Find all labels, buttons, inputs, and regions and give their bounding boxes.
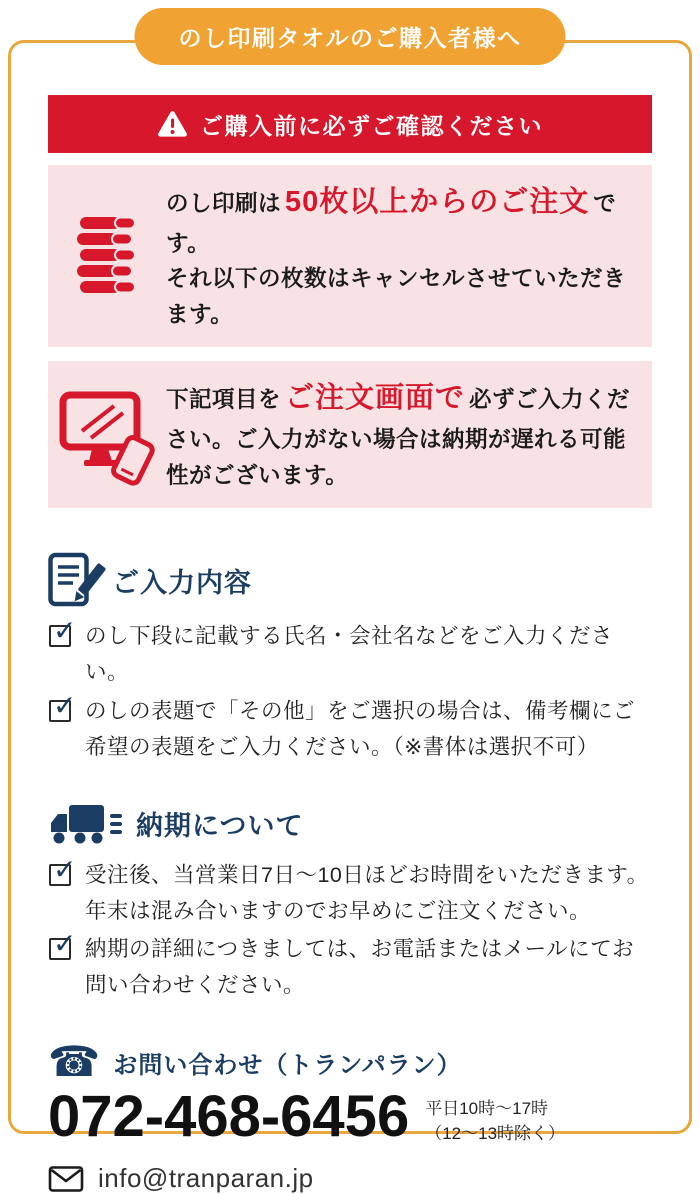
- section-header-input: [48, 552, 652, 608]
- header-badge-label: のし印刷タオルのご購入者様へ: [178, 25, 522, 51]
- notice-min-order-text: [166, 165, 652, 347]
- warning-banner-label: ご購入前に必ずご確認ください: [200, 112, 543, 139]
- notice-order-screen: [48, 361, 652, 508]
- checklist-item-text: のし下段に記載する氏名・会社名などをご入力ください。: [85, 624, 614, 685]
- warning-icon: [157, 110, 188, 138]
- check-mark: ✓: [53, 615, 77, 647]
- checklist-item: [48, 689, 652, 765]
- phone-row: [48, 1085, 652, 1149]
- checklist-item-text: 納期の詳細につきましては、お電話またはメールにてお問い合わせください。: [85, 937, 635, 998]
- header-badge: [135, 8, 566, 65]
- notice-post: です。: [166, 191, 617, 256]
- contact-title: お問い合わせ（トランパラン）: [113, 1051, 462, 1079]
- hours-line1: 平日10時〜17時: [425, 1098, 549, 1118]
- delivery-truck-icon: [48, 801, 124, 847]
- monitor-smartphone-icon: [48, 387, 166, 483]
- email-address: info@tranparan.jp: [98, 1163, 314, 1194]
- notice-highlight: ご注文画面で: [285, 382, 466, 415]
- notice-pre: のし印刷は: [166, 191, 282, 216]
- info-card: [8, 40, 692, 1194]
- business-hours: [425, 1088, 565, 1147]
- section-title: ご入力内容: [112, 567, 252, 598]
- checkbox-icon: [49, 853, 77, 886]
- check-mark: ✓: [53, 853, 77, 885]
- document-pencil-icon: [48, 552, 100, 608]
- notice-pre: 下記項目を: [166, 387, 282, 413]
- checkbox-icon: [49, 615, 77, 647]
- email-row: [48, 1163, 652, 1194]
- section-title: 納期について: [136, 811, 304, 842]
- check-mark: ✓: [53, 928, 77, 960]
- delivery-checklist: [48, 853, 652, 1003]
- notice-order-screen-text: [166, 361, 652, 508]
- checkbox-icon: [49, 689, 77, 722]
- notice-line2: それ以下の枚数はキャンセルさせていただきます。: [166, 266, 627, 327]
- envelope-icon: [48, 1165, 84, 1193]
- contact-header: [48, 1037, 652, 1087]
- checklist-item: [48, 928, 652, 1003]
- checklist-item-text: のしの表題で「その他」をご選択の場合は、備考欄にご希望の表題をご入力ください。（※書体は選択不可）: [85, 698, 636, 759]
- notice-highlight: 50枚以上からのご注文: [285, 186, 590, 218]
- checklist-item: [48, 853, 652, 929]
- section-header-delivery: [48, 801, 652, 847]
- checkbox-icon: [49, 928, 77, 960]
- notice-post: 必ずご入力ください。ご入力がない場合は納期が遅れる可能性がございます。: [166, 387, 631, 488]
- checklist-item-text: 受注後、当営業日7日〜10日ほどお時間をいただきます。年末は混み合いますのでお早めにご注文ください。: [85, 862, 649, 923]
- warning-banner: [48, 95, 652, 153]
- card-content: [11, 43, 689, 1194]
- input-checklist: [48, 615, 652, 764]
- telephone-icon: ☎: [48, 1037, 102, 1087]
- towel-stack-icon: [48, 214, 166, 298]
- notice-min-order: [48, 165, 652, 347]
- checklist-item: [48, 615, 652, 690]
- check-mark: ✓: [53, 689, 77, 721]
- hours-line2: （12〜13時除く）: [425, 1124, 566, 1144]
- phone-number: 072-468-6456: [48, 1084, 410, 1150]
